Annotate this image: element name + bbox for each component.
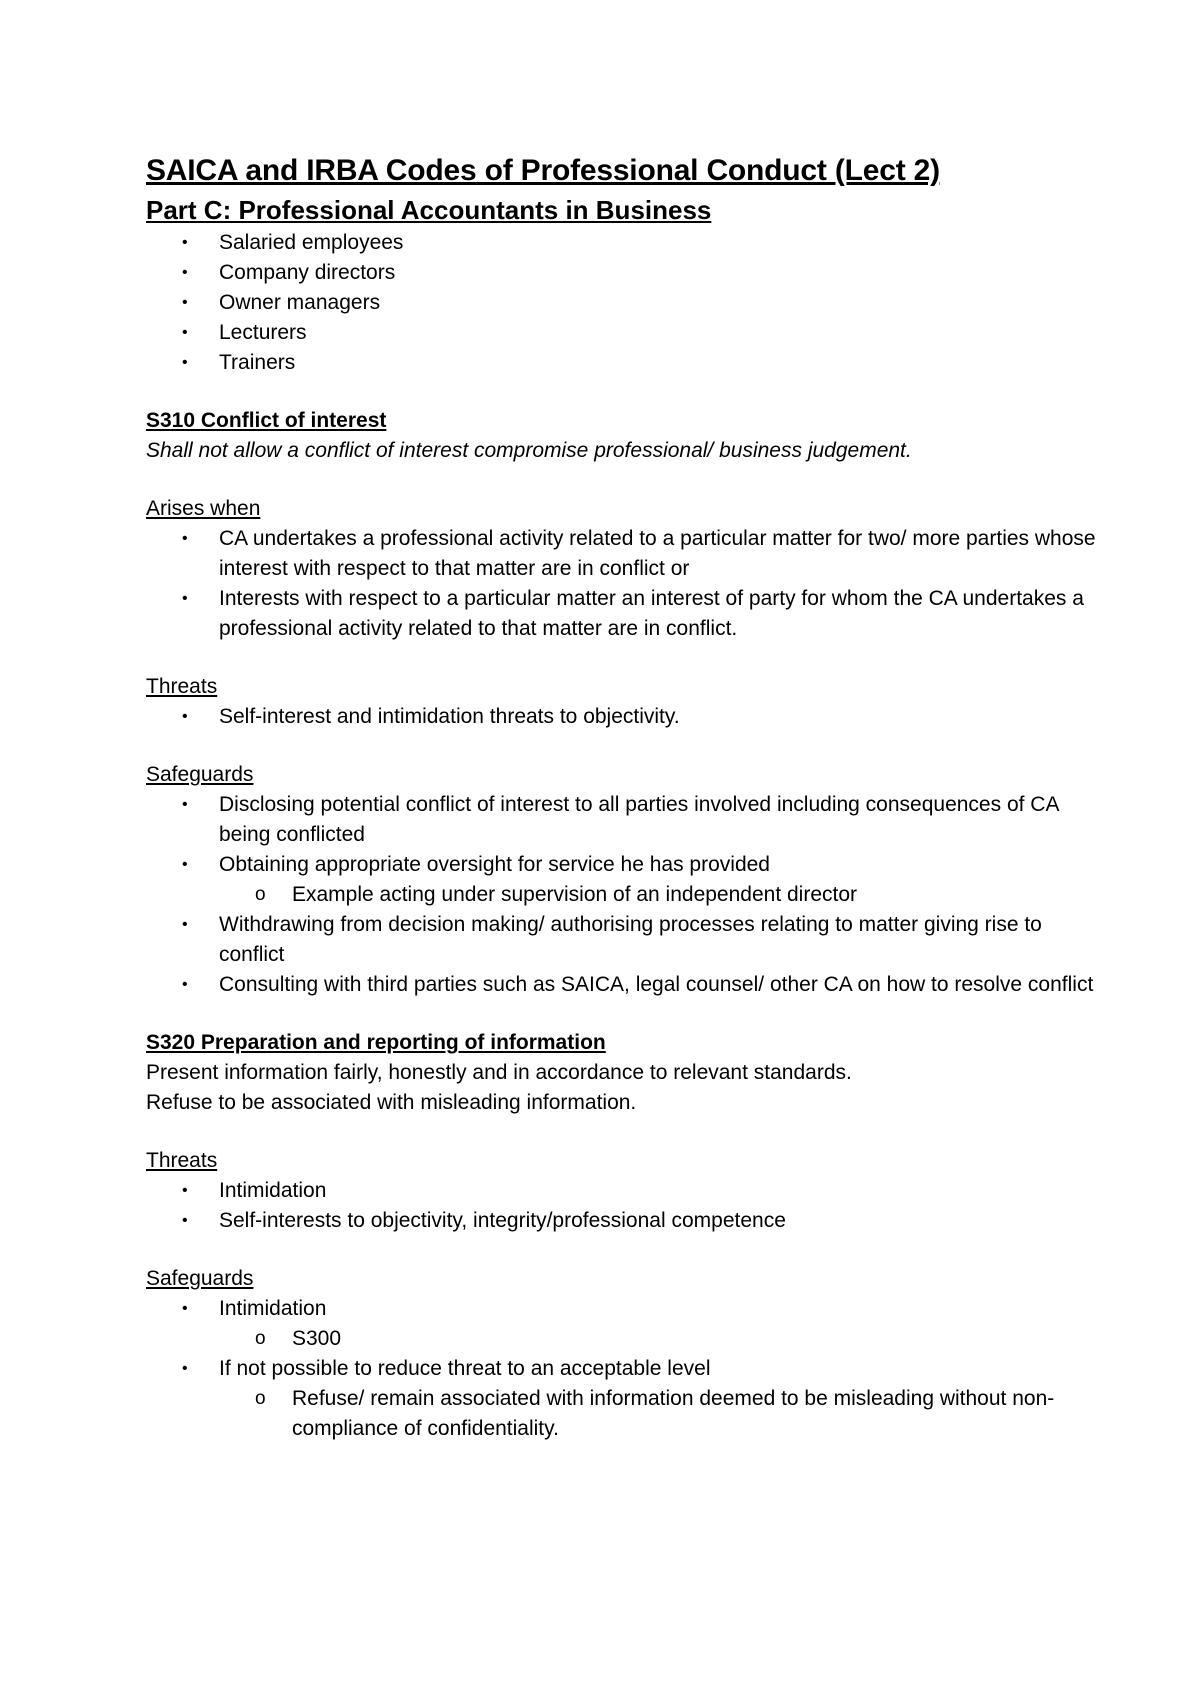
list-item: • If not possible to reduce threat to an acceptable level o Refuse/ remain associated with information deemed to be misleading without non-compliance of confidentiality.: [146, 1354, 1096, 1444]
part-heading: Part C: Professional Accountants in Business: [146, 195, 712, 225]
s320-safeguards-sublist-1: [219, 1324, 1096, 1354]
list-item: o Refuse/ remain associated with information deemed to be misleading without non-compliance of confidentiality.: [219, 1384, 1096, 1444]
list-item: • Intimidation o S300: [146, 1294, 1096, 1354]
bullet-icon: •: [182, 708, 188, 725]
list-item: • Trainers: [146, 348, 1096, 378]
list-item: • Disclosing potential conflict of interest to all parties involved including consequences of CA being conflicted: [146, 790, 1096, 850]
s320-heading: S320 Preparation and reporting of information: [146, 1031, 606, 1054]
document-title: SAICA and IRBA Codes of Professional Conduct (Lect 2): [146, 154, 940, 187]
s310-safeguards-list: [146, 790, 1096, 1000]
sub-bullet-icon: o: [255, 1388, 266, 1409]
bullet-icon: •: [182, 916, 188, 933]
list-item: • Self-interests to objectivity, integrity/professional competence: [146, 1206, 1096, 1236]
bullet-icon: •: [182, 234, 188, 251]
part-list: [146, 228, 1096, 378]
s310-threats-heading: Threats: [146, 675, 218, 698]
s320-safeguards-list: [146, 1294, 1096, 1444]
list-item: • Consulting with third parties such as SAICA, legal counsel/ other CA on how to resolve conflict: [146, 970, 1096, 1000]
s310-safeguards-sublist: [219, 880, 1096, 910]
list-item: • Withdrawing from decision making/ authorising processes relating to matter giving rise to conflict: [146, 910, 1096, 970]
s310-statement: Shall not allow a conflict of interest compromise professional/ business judgement.: [146, 439, 912, 462]
s320-line-1: Present information fairly, honestly and in accordance to relevant standards.: [146, 1061, 852, 1084]
document-page: [146, 150, 1096, 1444]
s310-heading: S310 Conflict of interest: [146, 409, 387, 432]
list-item: • Salaried employees: [146, 228, 1096, 258]
s320-safeguards-heading: Safeguards: [146, 1267, 254, 1290]
list-item: • Obtaining appropriate oversight for service he has provided o Example acting under supervision of an independent director: [146, 850, 1096, 910]
list-item: o Example acting under supervision of an independent director: [219, 880, 1096, 910]
bullet-icon: •: [182, 1360, 188, 1377]
s320-threats-list: [146, 1176, 1096, 1236]
s310-safeguards-heading: Safeguards: [146, 763, 254, 786]
s310-threats-list: [146, 702, 1096, 732]
s320-safeguards-sublist-2: [219, 1384, 1096, 1444]
list-item: • Interests with respect to a particular matter an interest of party for whom the CA undertakes a professional activity related to that matter are in conflict.: [146, 584, 1096, 644]
bullet-icon: •: [182, 354, 188, 371]
sub-bullet-icon: o: [255, 884, 266, 905]
list-item: • Intimidation: [146, 1176, 1096, 1206]
bullet-icon: •: [182, 1212, 188, 1229]
sub-bullet-icon: o: [255, 1328, 266, 1349]
s320-line-2: Refuse to be associated with misleading information.: [146, 1091, 637, 1114]
list-item: • CA undertakes a professional activity related to a particular matter for two/ more parties whose interest with respect to that matter are in conflict or: [146, 524, 1096, 584]
bullet-icon: •: [182, 590, 188, 607]
list-item: o S300: [219, 1324, 1096, 1354]
bullet-icon: •: [182, 856, 188, 873]
list-item: • Self-interest and intimidation threats to objectivity.: [146, 702, 1096, 732]
bullet-icon: •: [182, 1182, 188, 1199]
bullet-icon: •: [182, 294, 188, 311]
bullet-icon: •: [182, 324, 188, 341]
s310-arises-heading: Arises when: [146, 497, 261, 520]
bullet-icon: •: [182, 1300, 188, 1317]
list-item: • Owner managers: [146, 288, 1096, 318]
bullet-icon: •: [182, 796, 188, 813]
list-item: • Company directors: [146, 258, 1096, 288]
bullet-icon: •: [182, 976, 188, 993]
bullet-icon: •: [182, 264, 188, 281]
bullet-icon: •: [182, 530, 188, 547]
s320-threats-heading: Threats: [146, 1149, 218, 1172]
s310-arises-list: [146, 524, 1096, 644]
list-item: • Lecturers: [146, 318, 1096, 348]
